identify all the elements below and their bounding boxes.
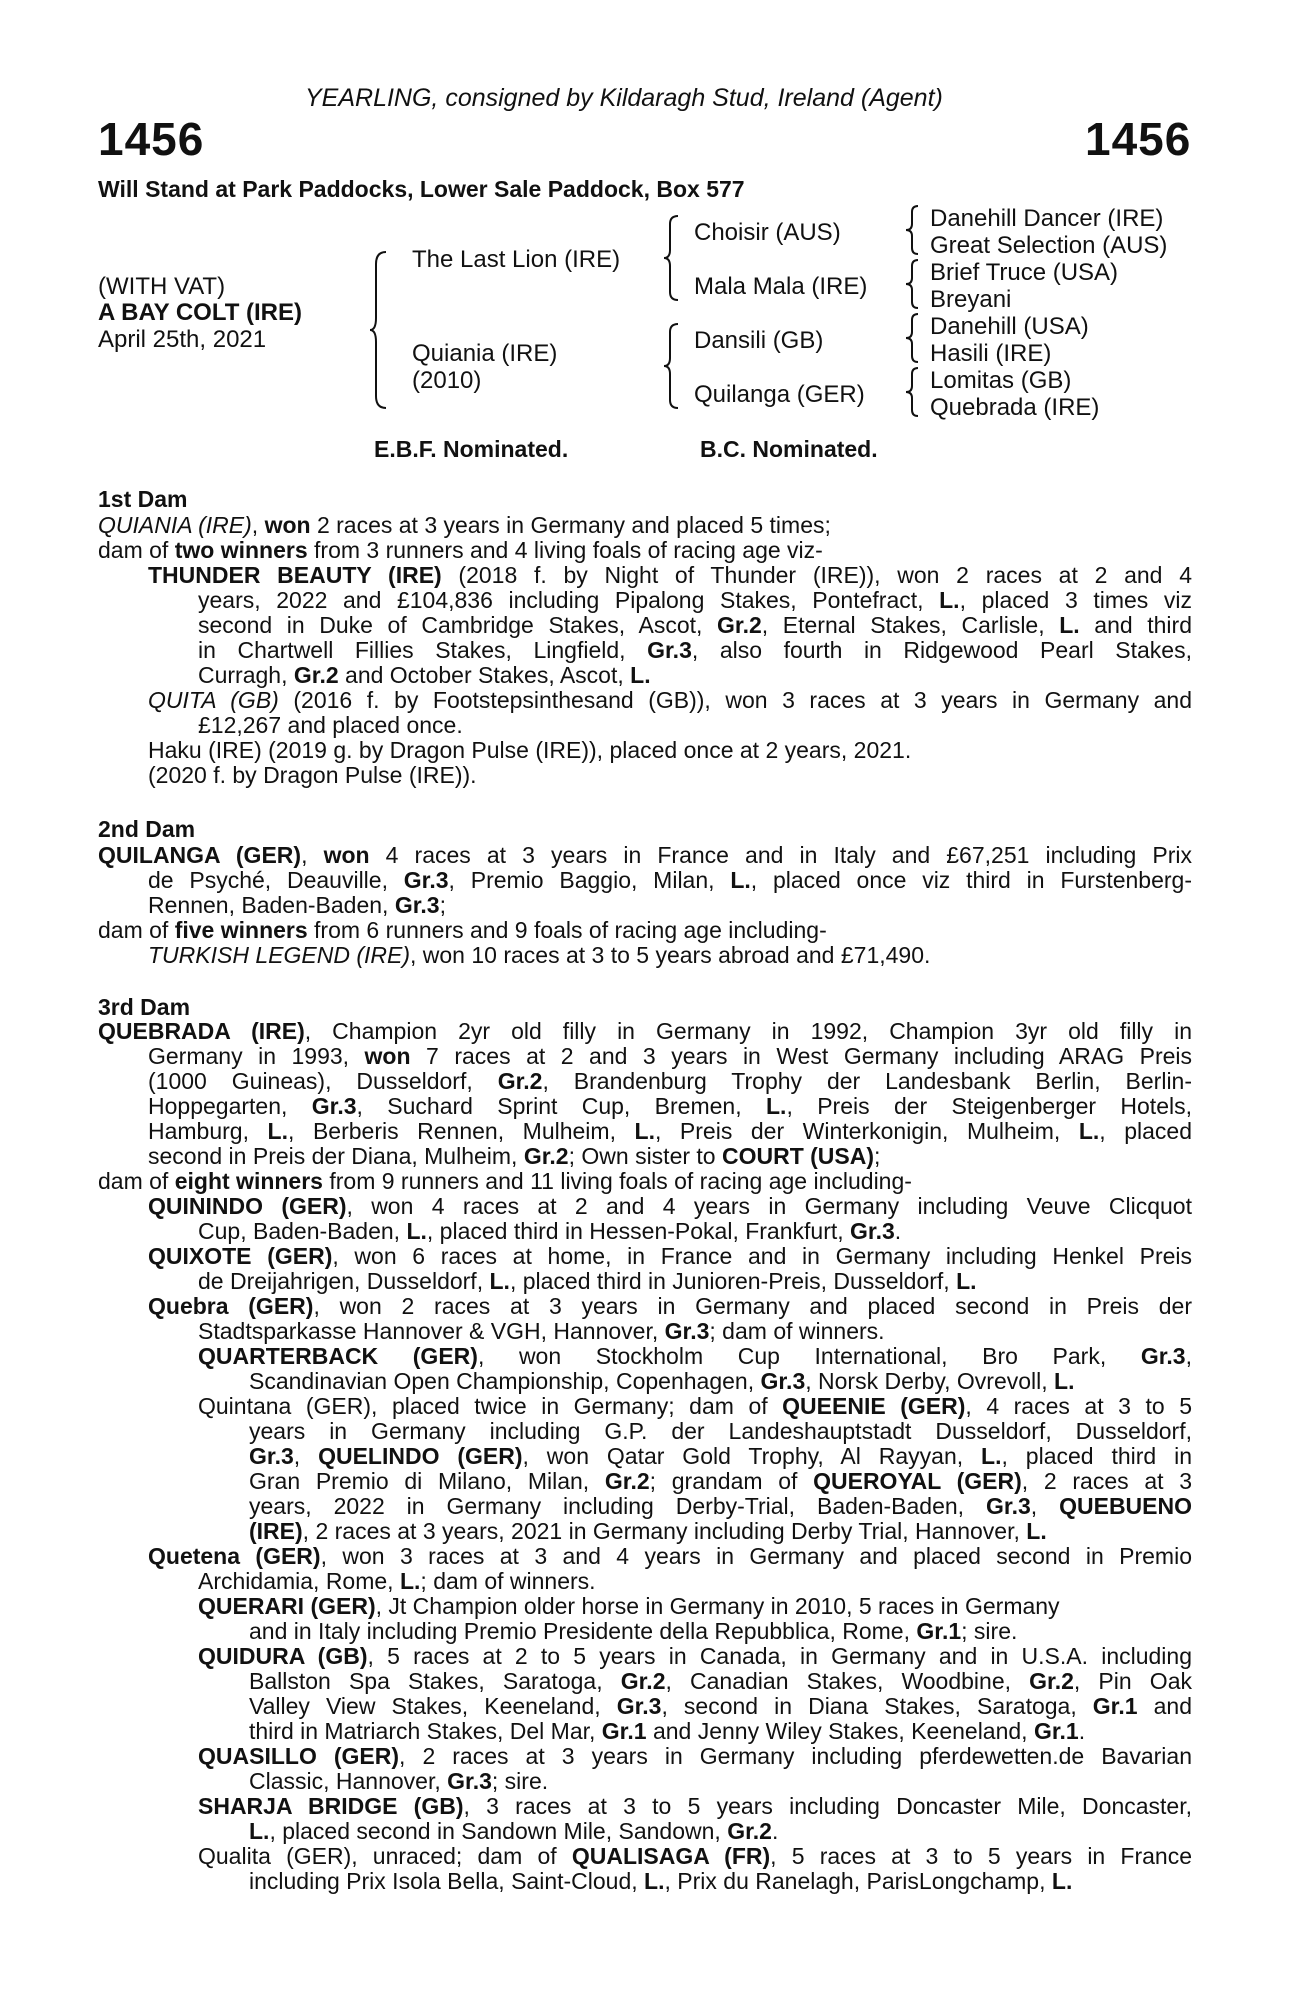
pedigree-g8: Quebrada (IRE) — [930, 394, 1100, 421]
record-segment: dam of — [98, 917, 175, 943]
pedigree-sire-sire: Choisir (AUS) — [694, 219, 841, 246]
record-segment: ; — [874, 1143, 881, 1169]
record-segment: dam of — [98, 1168, 175, 1194]
record-segment: Gr.1 — [1033, 1718, 1079, 1744]
pedigree-g4: Breyani — [930, 286, 1012, 313]
pedigree-g2: Great Selection (AUS) — [930, 232, 1168, 259]
record-segment: Gr.3 — [394, 892, 440, 918]
record-line-7 — [198, 663, 651, 688]
record-segment: , — [293, 1444, 319, 1469]
horse-name: A BAY COLT (IRE) — [98, 299, 303, 326]
record-segment: , Pin Oak — [1073, 1669, 1192, 1694]
pedigree-g5: Danehill (USA) — [930, 313, 1089, 340]
record-segment: Gr.2 — [717, 613, 762, 638]
record-segment: L. — [730, 868, 751, 893]
pedigree-dam-dam: Quilanga (GER) — [694, 381, 865, 408]
record-line-18 — [148, 1044, 1192, 1070]
record-segment: THUNDER BEAUTY (IRE) — [148, 563, 442, 588]
record-segment: Classic, Hannover, — [249, 1768, 448, 1794]
record-segment: ; dam of winners. — [420, 1568, 596, 1594]
record-segment: QUILANGA (GER) — [98, 843, 302, 868]
record-segment: Curragh, — [198, 662, 294, 688]
record-segment: QUEENIE (GER) — [782, 1394, 966, 1419]
heading-1st-dam: 1st Dam — [98, 486, 188, 512]
record-segment: , placed second in Sandown Mile, Sandown, — [269, 1818, 728, 1844]
record-segment: , placed once viz third in Furstenberg- — [750, 868, 1192, 893]
record-segment: five winners — [174, 917, 308, 943]
record-segment: , 5 races at 2 to 5 years in Canada, in Germany and in U.S.A. including — [367, 1644, 1192, 1669]
record-line-30 — [198, 1344, 1192, 1370]
record-line-4 — [198, 588, 1192, 614]
record-line-10 — [148, 738, 911, 763]
record-segment: Gr.2 — [620, 1669, 666, 1694]
pedigree-g1: Danehill Dancer (IRE) — [930, 205, 1164, 232]
record-segment: Archidamia, Rome, — [198, 1568, 400, 1594]
pedigree-brace-g2 — [904, 258, 922, 310]
record-line-47 — [249, 1769, 548, 1794]
record-line-6 — [198, 638, 1192, 664]
record-segment: Qualita (GER), unraced; dam of — [198, 1844, 572, 1869]
record-line-2 — [98, 538, 823, 563]
record-segment: QUELINDO (GER) — [318, 1444, 523, 1469]
record-segment: QUIDURA (GB) — [198, 1644, 368, 1669]
record-segment: won — [264, 512, 311, 538]
record-segment: , Preis der Steigenberger Hotels, — [786, 1094, 1192, 1119]
record-line-19 — [148, 1069, 1192, 1095]
ebf-nomination: E.B.F. Nominated. — [374, 436, 569, 462]
lot-number-left: 1456 — [98, 113, 205, 165]
record-line-49 — [249, 1819, 778, 1844]
vat-note: (WITH VAT) — [98, 273, 226, 300]
record-segment: ; sire. — [961, 1618, 1018, 1644]
pedigree-g6: Hasili (IRE) — [930, 340, 1052, 367]
record-line-16 — [148, 943, 930, 968]
record-segment: , placed — [1099, 1119, 1192, 1144]
record-segment: . — [894, 1218, 902, 1244]
record-line-5 — [198, 613, 1192, 639]
record-segment: , placed third in — [1001, 1444, 1192, 1469]
record-line-37 — [249, 1519, 1047, 1544]
record-segment: , — [301, 843, 324, 868]
record-segment: TURKISH LEGEND (IRE) — [148, 942, 410, 968]
record-segment: Gr.3 — [311, 1094, 357, 1119]
record-segment: , won Qatar Gold Trophy, Al Rayyan, — [522, 1444, 982, 1469]
record-segment: , won 6 races at home, in France and in Germany including Henkel Preis — [332, 1244, 1192, 1269]
record-segment: , — [251, 512, 265, 538]
heading-2nd-dam: 2nd Dam — [98, 816, 196, 842]
record-line-29 — [198, 1319, 885, 1344]
record-segment: years in Germany including G.P. der Landeshauptstadt Dusseldorf, Dusseldorf, — [249, 1419, 1192, 1444]
record-segment: Cup, Baden-Baden, — [198, 1218, 407, 1244]
record-segment: L. — [634, 1119, 655, 1144]
record-segment: £12,267 and placed once. — [198, 712, 463, 738]
record-segment: , Champion 2yr old filly in Germany in 1992, Champion 3yr old filly in — [304, 1019, 1192, 1044]
record-segment: second in Preis der Diana, Mulheim, — [148, 1143, 524, 1169]
record-segment: QUEBRADA (IRE) — [98, 1019, 305, 1044]
record-segment: Gr.3 — [850, 1218, 895, 1244]
record-line-9 — [198, 713, 463, 738]
pedigree-brace-g3 — [904, 312, 922, 364]
record-segment: (1000 Guineas), Dusseldorf, — [148, 1069, 498, 1094]
record-segment: and in Italy including Premio Presidente della Repubblica, Rome, — [249, 1618, 917, 1644]
record-line-39 — [198, 1569, 596, 1594]
record-segment: years, 2022 in Germany including Derby-Trial, Baden-Baden, — [249, 1494, 986, 1519]
pedigree-brace-sire — [662, 214, 682, 302]
record-segment: , 3 races at 3 to 5 years including Doncaster Mile, Doncaster, — [463, 1794, 1192, 1819]
record-segment: , Norsk Derby, Ovrevoll, — [805, 1368, 1055, 1394]
record-segment: Gr.3 — [986, 1494, 1031, 1519]
record-segment: , Premio Baggio, Milan, — [448, 868, 731, 893]
record-line-36 — [249, 1494, 1192, 1520]
record-segment: L. — [1078, 1119, 1100, 1144]
record-line-15 — [98, 918, 827, 943]
heading-3rd-dam: 3rd Dam — [98, 994, 191, 1020]
record-line-38 — [148, 1544, 1192, 1570]
record-segment: QUININDO (GER) — [148, 1194, 347, 1219]
record-segment: de Dreijahrigen, Dusseldorf, — [198, 1268, 490, 1294]
record-segment: ; grandam of — [649, 1469, 814, 1494]
record-segment: Quintana (GER), placed twice in Germany; dam of — [198, 1394, 783, 1419]
record-segment: Gr.3 — [447, 1768, 492, 1794]
record-segment: L. — [267, 1119, 288, 1144]
pedigree-sire-dam: Mala Mala (IRE) — [694, 273, 868, 300]
record-segment: L. — [981, 1444, 1002, 1469]
record-segment: L. — [1051, 1868, 1073, 1894]
bc-nomination: B.C. Nominated. — [700, 436, 878, 462]
record-segment: QUEROYAL (GER) — [813, 1469, 1022, 1494]
record-segment: Gr.3 — [616, 1694, 662, 1719]
record-segment: QUEBUENO — [1059, 1494, 1192, 1519]
record-segment: (2018 f. by Night of Thunder (IRE)), won 2 races at 2 and 4 — [441, 563, 1192, 588]
record-segment: Gr.3 — [249, 1444, 294, 1469]
record-segment: Gr.3 — [760, 1368, 806, 1394]
record-segment: , 4 races at 3 to 5 — [965, 1394, 1192, 1419]
record-line-13 — [148, 868, 1192, 894]
record-segment: QUALISAGA (FR) — [571, 1844, 771, 1869]
record-segment: , 2 races at 3 — [1021, 1469, 1192, 1494]
record-segment: Gr.3 — [647, 638, 692, 663]
record-segment: Hamburg, — [148, 1119, 268, 1144]
record-segment: ; dam of winners. — [709, 1318, 885, 1344]
record-segment: , Canadian Stakes, Woodbine, — [665, 1669, 1030, 1694]
record-segment: , won 4 races at 2 and 4 years in Germany including Veuve Clicquot — [346, 1194, 1192, 1219]
record-line-41 — [249, 1619, 1017, 1644]
record-line-46 — [198, 1744, 1192, 1770]
record-segment: QUARTERBACK (GER) — [198, 1344, 478, 1369]
record-segment: , 2 races at 3 years, 2021 in Germany including Derby Trial, Hannover, — [302, 1518, 1027, 1544]
foaling-date: April 25th, 2021 — [98, 326, 267, 353]
record-segment: Quebra (GER) — [148, 1294, 314, 1319]
record-segment: , won 2 races at 3 years in Germany and placed second in Preis der — [313, 1294, 1192, 1319]
record-segment: Gr.2 — [1029, 1669, 1074, 1694]
record-segment: , Prix du Ranelagh, ParisLongchamp, — [664, 1868, 1052, 1894]
record-segment: eight winners — [174, 1168, 323, 1194]
record-segment: . — [771, 1818, 779, 1844]
record-segment: Gr.2 — [293, 662, 339, 688]
record-segment: (2020 f. by Dragon Pulse (IRE)). — [148, 762, 477, 788]
record-segment: L. — [406, 1218, 427, 1244]
record-segment: L. — [630, 662, 651, 688]
record-line-51 — [249, 1869, 1072, 1894]
record-segment: in Chartwell Fillies Stakes, Lingfield, — [198, 638, 648, 663]
record-line-50 — [198, 1844, 1192, 1870]
record-segment: , placed 3 times viz — [959, 588, 1192, 613]
record-segment: , Brandenburg Trophy der Landesbank Berlin, Berlin- — [542, 1069, 1192, 1094]
pedigree-brace-dam — [662, 322, 682, 410]
lot-number-right: 1456 — [1085, 113, 1192, 165]
record-segment: , Suchard Sprint Cup, Bremen, — [356, 1094, 766, 1119]
record-segment: QUIANIA (IRE) — [98, 512, 252, 538]
record-segment: won — [364, 1044, 411, 1069]
record-segment: and Jenny Wiley Stakes, Keeneland, — [646, 1718, 1034, 1744]
consignor-line: YEARLING, consigned by Kildaragh Stud, Ireland (Agent) — [305, 84, 943, 112]
record-segment: second in Duke of Cambridge Stakes, Ascot, — [198, 613, 717, 638]
record-segment: L. — [1026, 1518, 1047, 1544]
record-segment: from 3 runners and 4 living foals of racing age viz- — [307, 537, 823, 563]
record-segment: , Berberis Rennen, Mulheim, — [288, 1119, 635, 1144]
record-segment: , placed third in Hessen-Pokal, Frankfurt, — [426, 1218, 851, 1244]
pedigree-dam-sire: Dansili (GB) — [694, 327, 824, 354]
pedigree-sire: The Last Lion (IRE) — [412, 246, 621, 273]
record-segment: Gr.2 — [604, 1469, 650, 1494]
record-line-12 — [98, 843, 1192, 869]
record-segment: L. — [644, 1868, 665, 1894]
record-segment: , also fourth in Ridgewood Pearl Stakes, — [691, 638, 1192, 663]
record-segment: Gr.3 — [1140, 1344, 1186, 1369]
record-segment: , 2 races at 3 years in Germany including pferdewetten.de Bavarian — [399, 1744, 1192, 1769]
record-line-48 — [198, 1794, 1192, 1820]
record-line-11 — [148, 763, 477, 788]
record-segment: (2016 f. by Footstepsinthesand (GB)), won 3 races at 3 years in Germany and — [278, 688, 1192, 713]
record-line-31 — [249, 1369, 1075, 1394]
record-segment: L. — [489, 1268, 510, 1294]
pedigree-g3: Brief Truce (USA) — [930, 259, 1119, 286]
record-segment: ; Own sister to — [568, 1143, 722, 1169]
record-line-8 — [148, 688, 1192, 714]
record-segment: and October Stakes, Ascot, — [338, 662, 631, 688]
pedigree-brace-g4 — [904, 366, 922, 418]
record-segment: , won 10 races at 3 to 5 years abroad and £71,490. — [409, 942, 931, 968]
record-line-45 — [249, 1719, 1085, 1744]
record-segment: , Jt Champion older horse in Germany in 2010, 5 races in Germany — [375, 1593, 1060, 1619]
record-line-22 — [148, 1144, 880, 1169]
record-segment: Gr.2 — [497, 1069, 543, 1094]
record-segment: COURT (USA) — [721, 1143, 875, 1169]
record-segment: , — [1030, 1494, 1060, 1519]
record-segment: won — [323, 843, 370, 868]
record-segment: Gran Premio di Milano, Milan, — [249, 1469, 605, 1494]
record-segment: Ballston Spa Stakes, Saratoga, — [249, 1669, 621, 1694]
record-segment: , — [1185, 1344, 1192, 1369]
record-segment: 7 races at 2 and 3 years in West Germany including ARAG Preis — [410, 1044, 1192, 1069]
record-segment: Scandinavian Open Championship, Copenhagen, — [249, 1368, 761, 1394]
record-line-35 — [249, 1469, 1192, 1495]
record-segment: ; sire. — [491, 1768, 549, 1794]
record-segment: third in Matriarch Stakes, Del Mar, — [249, 1718, 602, 1744]
record-line-1 — [98, 513, 831, 538]
record-line-42 — [198, 1644, 1192, 1670]
record-segment: Quetena (GER) — [148, 1544, 321, 1569]
record-segment: , won Stockholm Cup International, Bro Park, — [477, 1344, 1141, 1369]
record-segment: including Prix Isola Bella, Saint-Cloud, — [249, 1868, 645, 1894]
record-line-43 — [249, 1669, 1192, 1695]
record-line-33 — [249, 1419, 1192, 1445]
record-segment: Gr.2 — [523, 1143, 569, 1169]
record-segment: SHARJA BRIDGE (GB) — [198, 1794, 464, 1819]
record-segment: Gr.3 — [403, 868, 449, 893]
record-segment: L. — [1054, 1368, 1075, 1394]
record-segment: L. — [765, 1094, 787, 1119]
stand-location: Will Stand at Park Paddocks, Lower Sale Paddock, Box 577 — [98, 176, 745, 202]
record-segment: L. — [249, 1818, 270, 1844]
record-line-24 — [148, 1194, 1192, 1220]
record-line-27 — [198, 1269, 977, 1294]
record-segment: Hoppegarten, — [148, 1094, 312, 1119]
pedigree-brace-main — [368, 250, 390, 410]
pedigree-dam-year: (2010) — [412, 367, 482, 394]
record-line-21 — [148, 1119, 1192, 1145]
record-segment: 2 races at 3 years in Germany and placed 5 times; — [310, 512, 831, 538]
record-line-32 — [198, 1394, 1192, 1420]
record-segment: QUIXOTE (GER) — [148, 1244, 333, 1269]
record-segment: QUITA (GB) — [148, 688, 279, 713]
record-segment: and — [1137, 1694, 1192, 1719]
record-segment: Haku (IRE) (2019 g. by Dragon Pulse (IRE)), placed once at 2 years, 2021. — [148, 737, 912, 763]
record-segment: L. — [956, 1268, 977, 1294]
record-segment: 4 races at 3 years in France and in Italy and £67,251 including Prix — [369, 843, 1192, 868]
record-segment: . — [1078, 1718, 1086, 1744]
record-segment: Gr.3 — [664, 1318, 710, 1344]
record-line-23 — [98, 1169, 912, 1194]
pedigree-g7: Lomitas (GB) — [930, 367, 1072, 394]
record-segment: , placed third in Junioren-Preis, Dusseldorf, — [509, 1268, 957, 1294]
record-segment: two winners — [174, 537, 308, 563]
record-line-28 — [148, 1294, 1192, 1320]
record-segment: Gr.2 — [727, 1818, 772, 1844]
record-segment: L. — [399, 1568, 421, 1594]
record-line-44 — [249, 1694, 1192, 1720]
record-line-17 — [98, 1019, 1192, 1045]
record-segment: L. — [1059, 613, 1080, 638]
record-segment: Stadtsparkasse Hannover & VGH, Hannover, — [198, 1318, 665, 1344]
record-segment: Gr.1 — [1092, 1694, 1138, 1719]
pedigree-brace-g1 — [904, 204, 922, 256]
record-line-3 — [148, 563, 1192, 589]
record-segment: Gr.1 — [916, 1618, 962, 1644]
record-segment: L. — [939, 588, 960, 613]
record-segment: , Eternal Stakes, Carlisle, — [761, 613, 1060, 638]
pedigree-dam: Quiania (IRE) — [412, 340, 558, 367]
record-segment: , second in Diana Stakes, Saratoga, — [661, 1694, 1093, 1719]
record-line-26 — [148, 1244, 1192, 1270]
record-segment: (IRE) — [249, 1518, 303, 1544]
record-segment: years, 2022 and £104,836 including Pipalong Stakes, Pontefract, — [198, 588, 940, 613]
record-segment: from 9 runners and 11 living foals of racing age including- — [322, 1168, 912, 1194]
record-segment: dam of — [98, 537, 175, 563]
record-line-40 — [198, 1594, 1060, 1619]
record-segment: , won 3 races at 3 and 4 years in Germany and placed second in Premio — [320, 1544, 1192, 1569]
record-segment: Germany in 1993, — [148, 1044, 365, 1069]
record-segment: from 6 runners and 9 foals of racing age including- — [307, 917, 827, 943]
record-segment: QUERARI (GER) — [198, 1593, 376, 1619]
record-segment: Valley View Stakes, Keeneland, — [249, 1694, 617, 1719]
record-line-34 — [249, 1444, 1192, 1470]
record-segment: , Preis der Winterkonigin, Mulheim, — [654, 1119, 1079, 1144]
record-line-25 — [198, 1219, 901, 1244]
record-segment: Rennen, Baden-Baden, — [148, 892, 395, 918]
record-line-14 — [148, 893, 446, 918]
record-segment: , 5 races at 3 to 5 years in France — [770, 1844, 1192, 1869]
record-segment: ; — [439, 892, 446, 918]
record-segment: and third — [1079, 613, 1192, 638]
record-segment: de Psyché, Deauville, — [148, 868, 404, 893]
record-segment: Gr.1 — [601, 1718, 647, 1744]
record-segment: QUASILLO (GER) — [198, 1744, 400, 1769]
record-line-20 — [148, 1094, 1192, 1120]
